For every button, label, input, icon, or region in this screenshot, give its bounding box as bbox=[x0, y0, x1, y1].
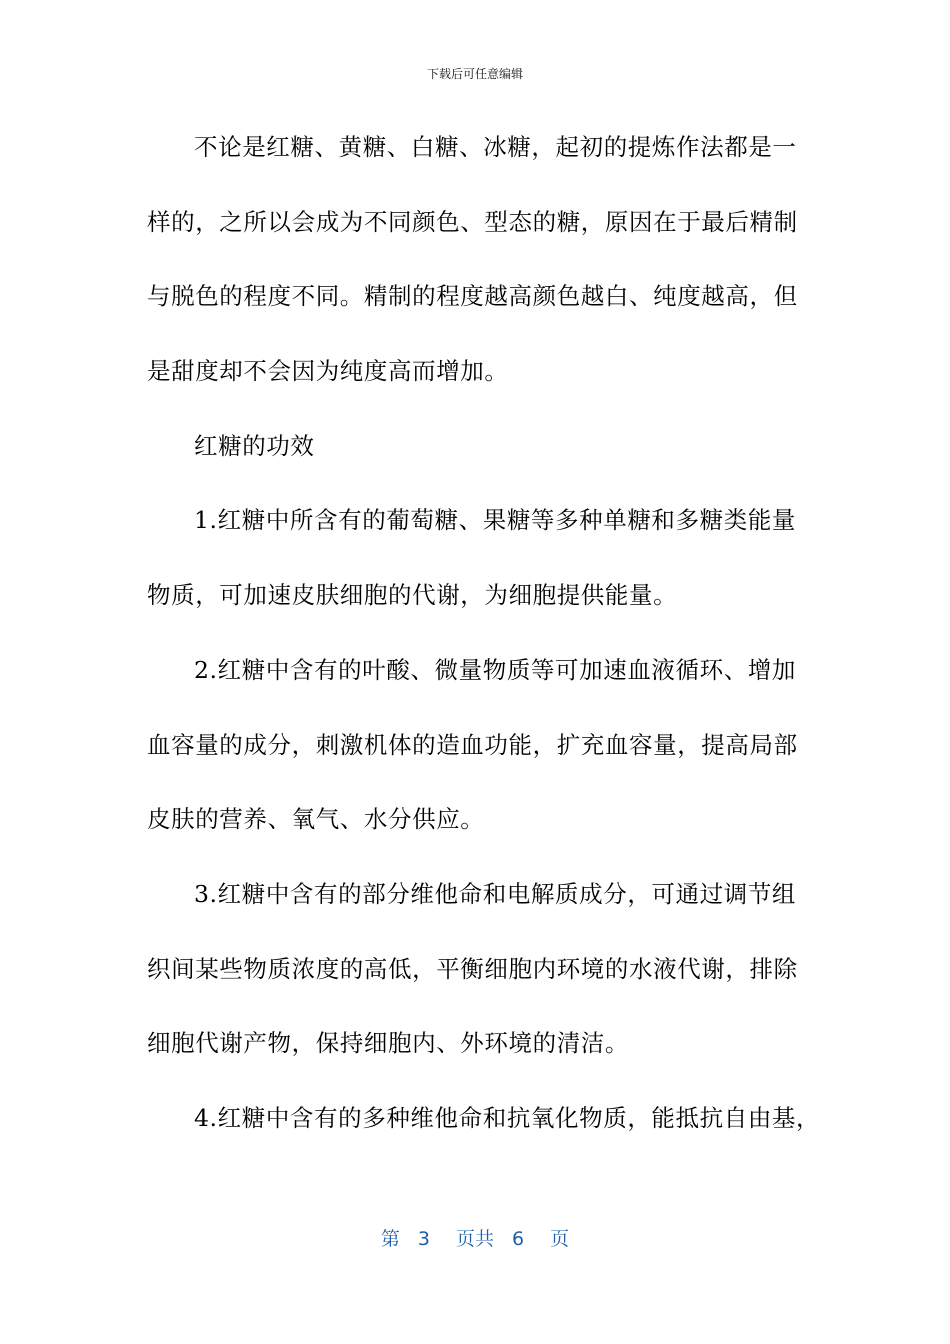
paragraph-line: 细胞代谢产物，保持细胞内、外环境的清洁。 bbox=[147, 1029, 629, 1058]
footer-prefix: 第 bbox=[380, 1228, 400, 1250]
paragraph-line: 3.红糖中含有的部分维他命和电解质成分，可通过调节组 bbox=[194, 879, 797, 908]
paragraph-line: 样的，之所以会成为不同颜色、型态的糖，原因在于最后精制 bbox=[147, 207, 798, 236]
footer-suffix: 页 bbox=[550, 1228, 570, 1250]
paragraph-line: 与脱色的程度不同。精制的程度越高颜色越白、纯度越高，但 bbox=[147, 282, 798, 311]
current-page-number: 3 bbox=[417, 1228, 430, 1250]
paragraph-line: 是甜度却不会因为纯度高而增加。 bbox=[147, 357, 509, 386]
page-footer bbox=[0, 1226, 950, 1252]
paragraph-line: 织间某些物质浓度的高低，平衡细胞内环境的水液代谢，排除 bbox=[147, 954, 798, 983]
page-header-note: 下载后可任意编辑 bbox=[426, 67, 523, 81]
paragraph-line: 不论是红糖、黄糖、白糖、冰糖，起初的提炼作法都是一 bbox=[194, 133, 797, 161]
paragraph-line: 1.红糖中所含有的葡萄糖、果糖等多种单糖和多糖类能量 bbox=[194, 506, 797, 535]
total-pages-number: 6 bbox=[512, 1228, 525, 1250]
section-heading: 红糖的功效 bbox=[194, 431, 315, 460]
footer-middle: 页共 bbox=[455, 1228, 494, 1250]
document-body bbox=[147, 110, 821, 1156]
paragraph-line: 血容量的成分，刺激机体的造血功能，扩充血容量，提高局部 bbox=[147, 730, 798, 759]
paragraph-line: 物质，可加速皮肤细胞的代谢，为细胞提供能量。 bbox=[147, 581, 678, 610]
paragraph-line: 皮肤的营养、氧气、水分供应。 bbox=[147, 805, 485, 834]
paragraph-line: 4.红糖中含有的多种维他命和抗氧化物质，能抵抗自由基， bbox=[194, 1103, 821, 1132]
paragraph-line: 2.红糖中含有的叶酸、微量物质等可加速血液循环、增加 bbox=[194, 655, 797, 684]
